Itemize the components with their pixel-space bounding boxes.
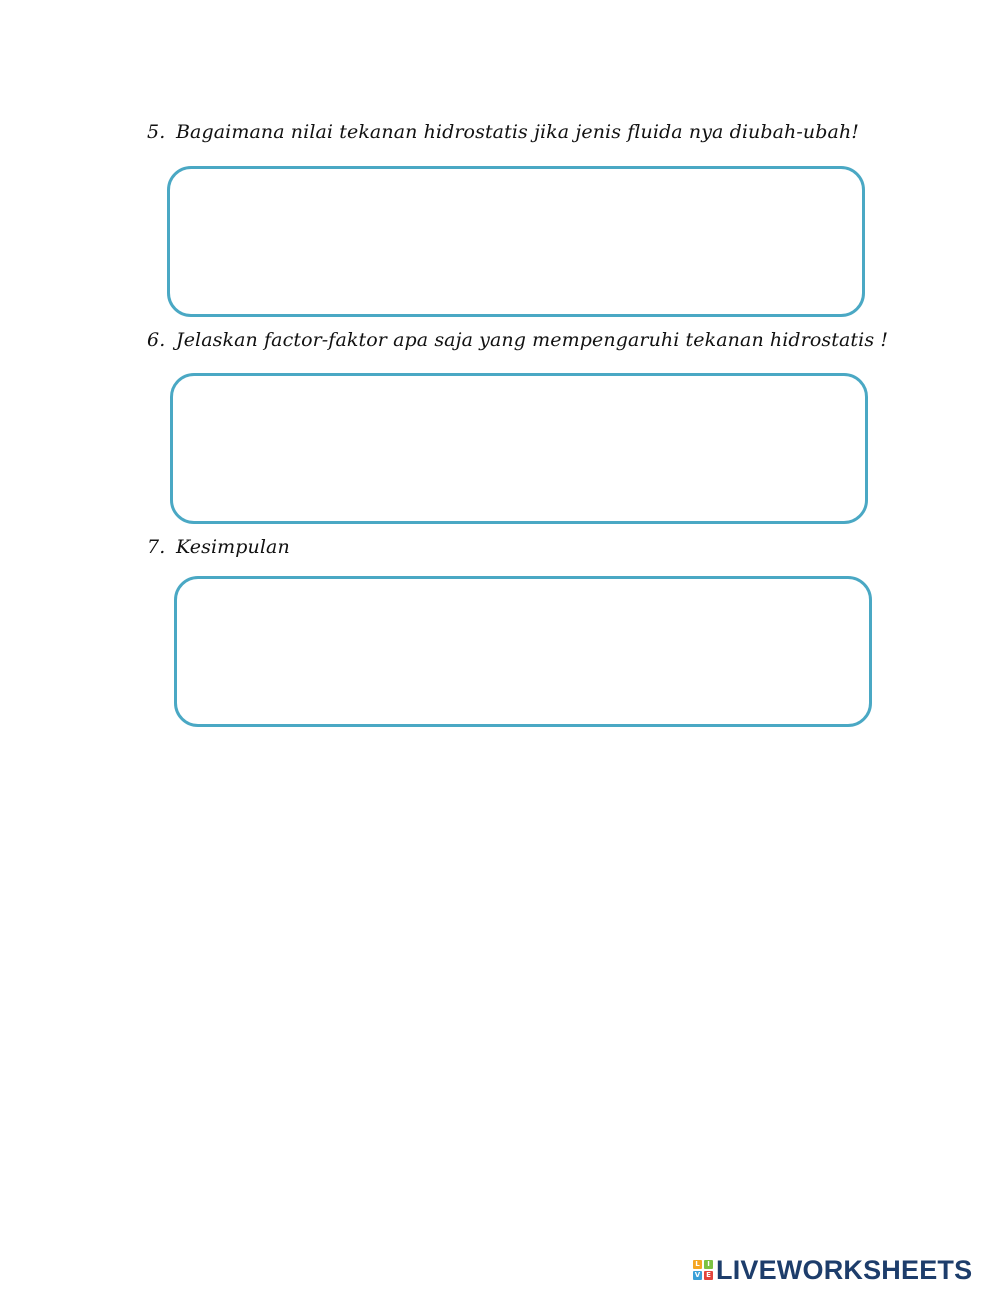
question-number: 5. <box>147 121 166 143</box>
logo-mark-icon <box>693 1260 713 1280</box>
question-text: Kesimpulan <box>176 536 290 558</box>
logo-mark-tile: L <box>693 1260 702 1269</box>
question-6 <box>147 329 888 351</box>
logo-mark-tile: V <box>694 1271 701 1279</box>
answer-box-6[interactable] <box>170 373 868 524</box>
logo-mark-tile: E <box>704 1271 713 1280</box>
answer-box-7[interactable] <box>174 576 872 727</box>
answer-box-5[interactable] <box>167 166 865 317</box>
liveworksheets-logo <box>693 1256 972 1284</box>
question-number: 7. <box>147 536 166 558</box>
logo-mark-tile: I <box>704 1260 713 1269</box>
logo-text: LIVEWORKSHEETS <box>716 1255 973 1285</box>
question-text: Jelaskan factor-faktor apa saja yang mempengaruhi tekanan hidrostatis ! <box>176 329 889 351</box>
question-number: 6. <box>147 329 166 351</box>
question-5 <box>147 121 859 143</box>
question-7 <box>147 536 290 558</box>
question-text: Bagaimana nilai tekanan hidrostatis jika jenis fluida nya diubah-ubah! <box>176 121 860 143</box>
